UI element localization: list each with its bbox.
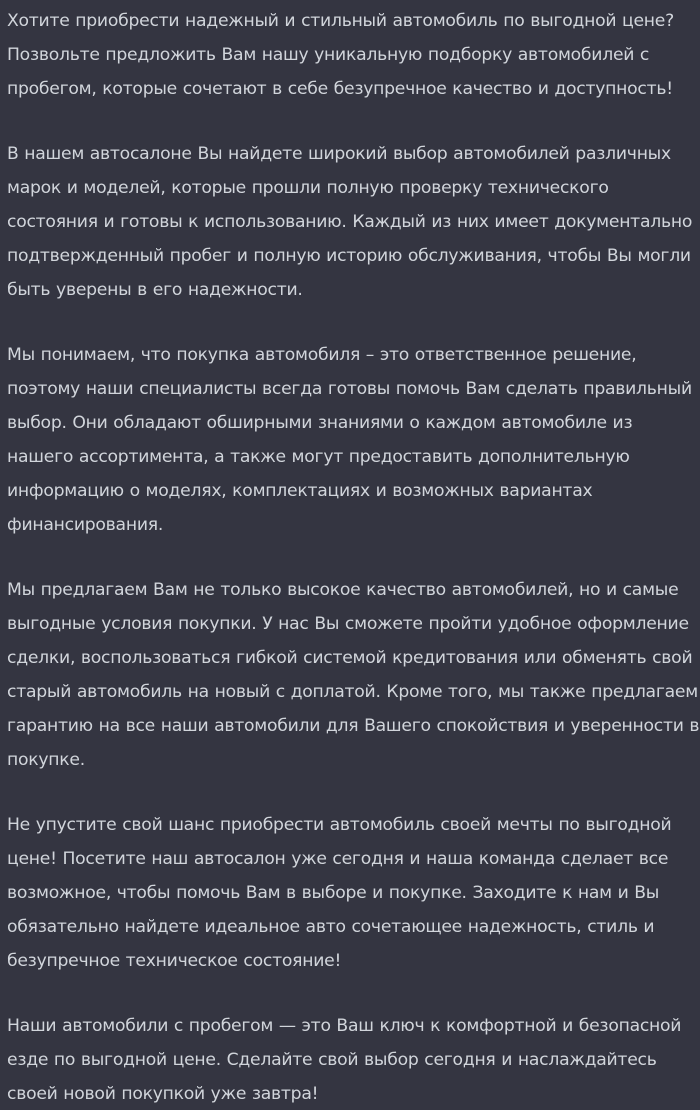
message-paragraph-5: Не упустите свой шанс приобрести автомобиль своей мечты по выгодной цене! Посетите наш автосалон уже сегодня и наша команда сделает все возможное, чтобы помочь Вам в выборе и покупке. Заходите к нам и Вы обязательно найдете идеальное авто сочетающее надежность, стиль и безупречное техническое состояние!: [7, 815, 672, 971]
message-paragraph-2: В нашем автосалоне Вы найдете широкий выбор автомобилей различных марок и моделей, которые прошли полную проверку технического состояния и готовы к использованию. Каждый из них имеет документально подтвержденный пробег и полную историю обслуживания, чтобы Вы могли быть уверены в его надежности.: [7, 144, 693, 300]
message-paragraph-4: Мы предлагаем Вам не только высокое качество автомобилей, но и самые выгодные условия покупки. У нас Вы сможете пройти удобное оформление сделки, воспользоваться гибкой системой кредитования или обменять свой старый автомобиль на новый с доплатой. Кроме того, мы также предлагаем гарантию на все наши автомобили для Вашего спокойствия и уверенности в покупке.: [7, 580, 700, 770]
message-paragraph-3: Мы понимаем, что покупка автомобиля – это ответственное решение, поэтому наши специалисты всегда готовы помочь Вам сделать правильный выбор. Они обладают обширными знаниями о каждом автомобиле из нашего ассортимента, а также могут предоставить дополнительную информацию о моделях, комплектациях и возможных вариантах финансирования.: [7, 345, 692, 535]
message-paragraph-6: Наши автомобили с пробегом — это Ваш ключ к комфортной и безопасной езде по выгодной цене. Сделайте свой выбор сегодня и наслаждайтесь своей новой покупкой уже завтра!: [7, 1016, 682, 1104]
message-paragraph-1: Хотите приобрести надежный и стильный автомобиль по выгодной цене? Позвольте предложить Вам нашу уникальную подборку автомобилей с пробегом, которые сочетают в себе безупречное качество и доступность!: [7, 11, 674, 99]
